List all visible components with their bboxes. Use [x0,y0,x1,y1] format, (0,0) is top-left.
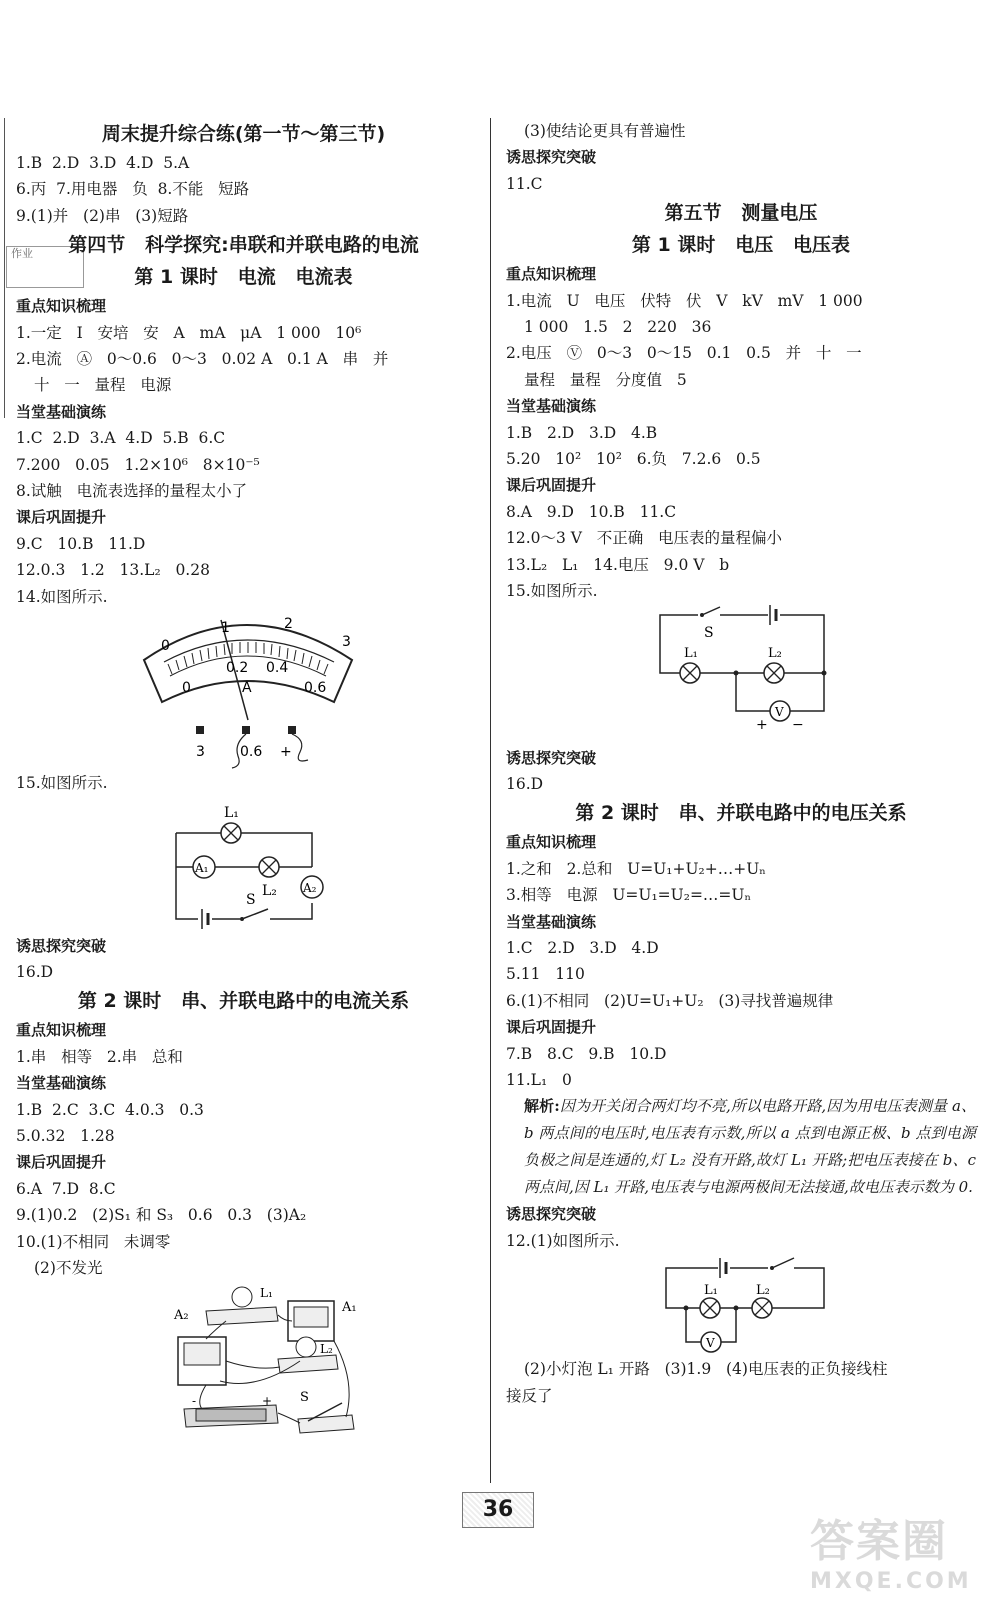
label-L1: L₁ [684,645,698,661]
right-column [506,118,976,1409]
answer-line: 10.(1)不相同 未调零 [16,1232,171,1251]
physical-circuit-figure [16,1281,471,1459]
subsection-heading: 当堂基础演练 [506,912,597,931]
answer-line: 14.如图所示. [16,587,108,606]
section-title: 第四节 科学探究:串联和并联电路的电流 [68,234,419,257]
page-number: 36 [462,1492,534,1528]
lesson-title: 第 1 课时 电压 电压表 [631,234,851,257]
scale-top-0: 0 [161,638,170,655]
subsection-heading: 课后巩固提升 [16,508,107,527]
lesson-title: 第 2 课时 串、并联电路中的电压关系 [575,802,907,825]
label-minus: − [792,716,804,733]
subsection-heading: 当堂基础演练 [506,397,597,416]
answer-line: 1.C 2.D 3.A 4.D 5.B 6.C [16,429,226,448]
answer-line: 1.一定 I 安培 安 A mA μA 1 000 10⁶ [16,323,362,342]
subsection-heading: 诱思探究突破 [16,936,107,955]
label-L2: L₂ [262,882,277,899]
answer-line: 12.0.3 1.2 13.L₂ 0.28 [16,561,210,580]
site-watermark: 答案圈 MXQE.COM [810,1516,972,1594]
answer-line: 2.电流 Ⓐ 0～0.6 0～3 0.02 A 0.1 A 串 并 [16,350,389,369]
subsection-heading: 当堂基础演练 [16,1074,107,1093]
label-L1: L₁ [224,804,239,821]
explanation-paragraph [506,1093,976,1201]
margin-rule [4,118,5,418]
answer-line: 6.A 7.D 8.C [16,1179,116,1198]
scale-bottom-06: 0.6 [304,680,327,697]
answer-line: 6.(1)不相同 (2)U=U₁+U₂ (3)寻找普遍规律 [506,991,834,1010]
subsection-heading: 重点知识梳理 [506,265,597,284]
answer-line: 1 000 1.5 2 220 36 [524,318,712,337]
answer-line: 量程 量程 分度值 5 [524,370,687,389]
left-column [16,118,471,1459]
scale-top-2: 2 [284,616,293,633]
subsection-heading: 课后巩固提升 [506,1018,597,1037]
answer-line: 接反了 [506,1386,553,1405]
answer-line: 11.C [506,174,543,193]
circuit-figure-parallel [16,797,471,933]
label-V: V [706,1336,715,1351]
unit-label: A [242,680,252,697]
label-S: S [246,891,256,908]
answer-line: 12.(1)如图所示. [506,1231,620,1250]
answer-line: 2.电压 Ⓥ 0～3 0～15 0.1 0.5 并 十 一 [506,344,862,363]
subsection-heading: 重点知识梳理 [506,833,597,852]
answer-line: 十 一 量程 电源 [34,376,172,395]
subsection-heading: 重点知识梳理 [16,297,107,316]
answer-line: 16.D [16,962,54,981]
column-divider [490,118,491,1483]
answer-line: 1.电流 U 电压 伏特 伏 V kV mV 1 000 [506,291,863,310]
circuit-figure-series-voltmeter [506,1254,976,1356]
subsection-heading: 诱思探究突破 [506,748,597,767]
answer-line: 1.B 2.C 3.C 4.0.3 0.3 [16,1100,204,1119]
answer-line: 7.200 0.05 1.2×10⁶ 8×10⁻⁵ [16,455,260,474]
answer-line: (2)小灯泡 L₁ 开路 (3)1.9 (4)电压表的正负接线柱 [524,1360,888,1379]
answer-line: 1.B 2.D 3.D 4.D 5.A [16,154,190,172]
label-plus: + [262,1394,273,1409]
subsection-heading: 诱思探究突破 [506,1205,597,1224]
scale-bottom-0: 0 [182,680,191,697]
subsection-heading: 当堂基础演练 [16,402,107,421]
scale-bottom-02: 0.2 [226,660,249,677]
label-minus: - [192,1394,197,1409]
answer-line: 3.相等 电源 U=U₁=U₂=…=Uₙ [506,886,752,905]
label-S: S [704,624,714,641]
answer-line: 5.0.32 1.28 [16,1126,115,1145]
terminal-plus: + [280,744,292,761]
homework-stamp: 作业 [6,246,84,288]
label-A2: A₂ [174,1308,189,1324]
answer-line: 7.B 8.C 9.B 10.D [506,1044,667,1063]
answer-line: 9.C 10.B 11.D [16,534,146,553]
answer-line: 1.串 相等 2.串 总和 [16,1047,183,1066]
scale-top-1: 1 [221,620,230,637]
subsection-heading: 重点知识梳理 [16,1021,107,1040]
answer-line: 9.(1)并 (2)串 (3)短路 [16,206,189,225]
section-title: 第五节 测量电压 [664,202,818,225]
label-V: V [775,704,784,719]
answer-line: 1.之和 2.总和 U=U₁+U₂+…+Uₙ [506,859,766,878]
answer-line: 6.丙 7.用电器 负 8.不能 短路 [16,180,250,199]
label-S: S [300,1390,309,1406]
label-plus: + [756,716,768,733]
answer-line: 8.A 9.D 10.B 11.C [506,502,677,521]
answer-line: 5.11 110 [506,965,585,984]
circuit-figure-voltmeter [506,605,976,745]
answer-line: 15.如图所示. [16,774,108,793]
answer-line: 1.C 2.D 3.D 4.D [506,938,659,957]
subsection-heading: 诱思探究突破 [506,148,597,167]
terminal-3: 3 [196,744,205,761]
answer-line: 13.L₂ L₁ 14.电压 9.0 V b [506,555,730,574]
subsection-heading: 课后巩固提升 [506,476,597,495]
answer-line: (3)使结论更具有普遍性 [524,122,686,140]
label-A2: A₂ [303,880,317,895]
answer-line: 5.20 10² 10² 6.负 7.2.6 0.5 [506,450,761,469]
label-L2: L₂ [768,645,782,661]
answer-line: 12.0～3 V 不正确 电压表的量程偏小 [506,529,783,548]
explanation-text: 因为开关闭合两灯均不亮,所以电路开路,因为用电压表测量 a、b 两点间的电压时,电压表有示数,所以 a 点到电源正极、b 点到电源负极之间是连通的,灯 L₂ 没有开路,故灯 L₁ 开路;把电压表接在 b、c 两点间,因 L₁ 开路,电压表与电源两极间无法接通,故电压表示数为 0. [524,1097,977,1197]
scale-top-3: 3 [342,634,351,651]
explanation-label: 解析: [524,1097,560,1116]
answer-line: 15.如图所示. [506,582,598,601]
answer-line: (2)不发光 [34,1258,103,1277]
label-L2: L₂ [756,1283,770,1299]
lesson-title: 第 1 课时 电流 电流表 [134,266,353,289]
subsection-heading: 课后巩固提升 [16,1153,107,1172]
answer-line: 11.L₁ 0 [506,1070,572,1089]
terminal-06: 0.6 [240,744,263,761]
answer-line: 16.D [506,774,544,793]
label-A1: A₁ [195,860,209,875]
lesson-title: 第 2 课时 串、并联电路中的电流关系 [77,990,410,1013]
label-L2: L₂ [320,1342,333,1357]
answer-line: 9.(1)0.2 (2)S₁ 和 S₃ 0.6 0.3 (3)A₂ [16,1206,307,1225]
label-A1: A₁ [342,1300,357,1316]
label-L1: L₁ [704,1283,718,1299]
label-L1: L₁ [260,1286,273,1301]
section-title: 周末提升综合练(第一节～第三节) [101,123,386,145]
ammeter-figure [16,610,471,770]
scale-bottom-04: 0.4 [266,660,289,677]
answer-line: 8.试触 电流表选择的量程太小了 [16,482,248,501]
answer-line: 1.B 2.D 3.D 4.B [506,423,658,442]
